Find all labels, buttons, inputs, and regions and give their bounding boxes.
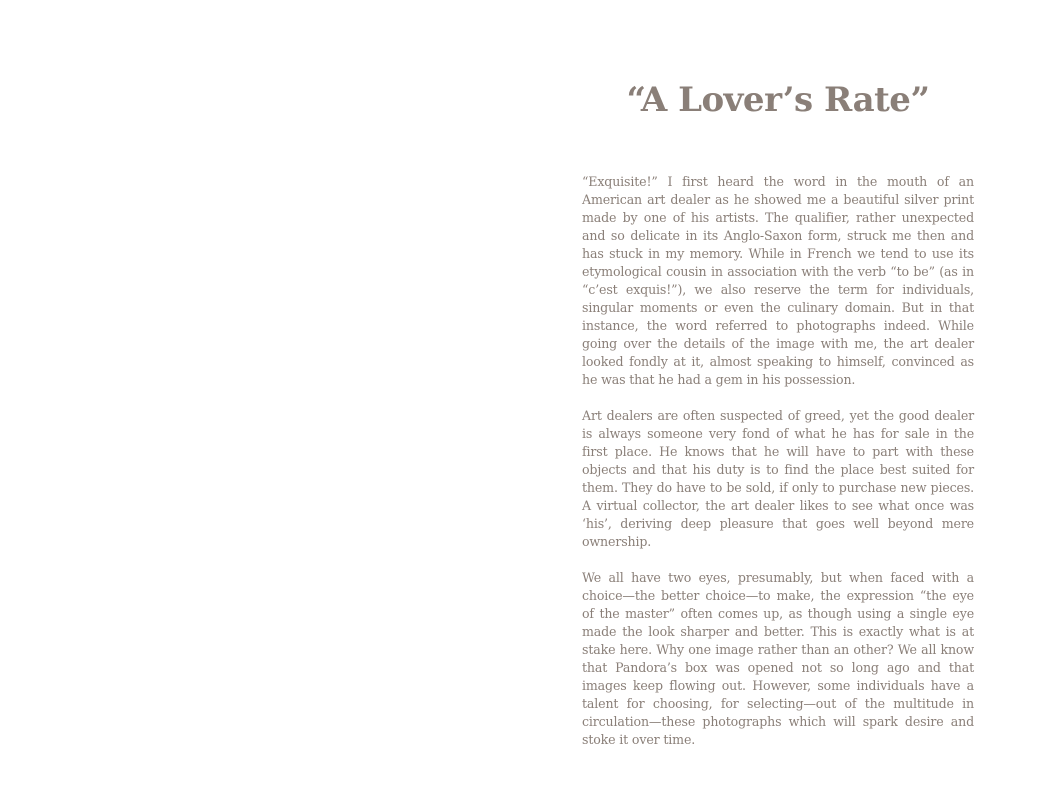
body-text	[582, 173, 974, 767]
blank-left-page	[0, 0, 518, 807]
paragraph-3: We all have two eyes, presumably, but when faced with a choice—the better choice—to make, the expression “the eye of the master” often comes up, as though using a single eye made the look sharper and better. This is exactly what is at stake here. Why one image rather than an other? We all know that Pandora’s box was opened not so long ago and that images keep flowing out. However, some individuals have a talent for choosing, for selecting—out of the multitude in circulation—these photographs which will spark desire and stoke it over time.	[582, 570, 974, 747]
chapter-title: “A Lover’s Rate”	[626, 80, 930, 120]
paragraph-2: Art dealers are often suspected of greed, yet the good dealer is always someone very fond of what he has for sale in the first place. He knows that he will have to part with these objects and that his duty is to find the place best suited for them. They do have to be sold, if only to purchase new pieces. A virtual collector, the art dealer likes to see what once was ‘his’, deriving deep pleasure that goes well beyond mere ownership.	[582, 408, 974, 549]
paragraph-1: “Exquisite!” I first heard the word in the mouth of an American art dealer as he showed me a beautiful silver print made by one of his artists. The qualifier, rather unexpected and so delicate in its Anglo-Saxon form, struck me then and has stuck in my memory. While in French we tend to use its etymological cousin in association with the verb “to be” (as in “c’est exquis!”), we also reserve the term for individuals, singular moments or even the culinary domain. But in that instance, the word referred to photographs indeed. While going over the details of the image with me, the art dealer looked fondly at it, almost speaking to himself, convinced as he was that he had a gem in his possession.	[582, 174, 974, 387]
